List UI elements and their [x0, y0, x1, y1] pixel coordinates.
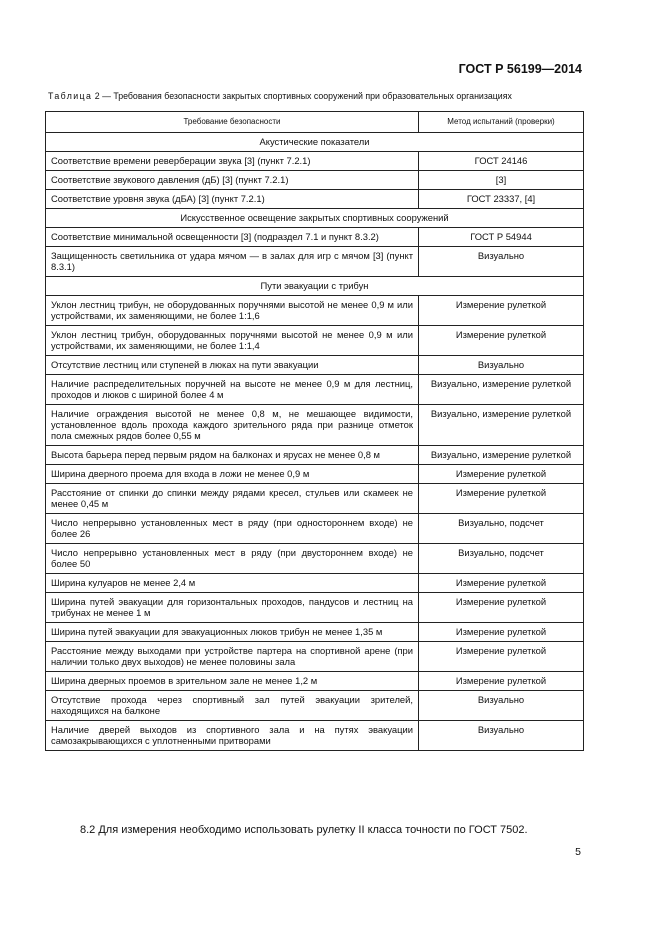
table-row: [46, 544, 584, 574]
requirement-cell: Число непрерывно установленных мест в ряду (при двустороннем входе) не более 50: [46, 544, 419, 574]
method-cell: ГОСТ 23337, [4]: [419, 190, 584, 209]
requirement-cell: Уклон лестниц трибун, не оборудованных поручнями высотой не менее 0,9 м или устройствами, их заменяющими, не более 1:1,6: [46, 296, 419, 326]
table-row: [46, 672, 584, 691]
method-cell: Измерение рулеткой: [419, 672, 584, 691]
table-row: [46, 514, 584, 544]
table-row: [46, 356, 584, 375]
table-row: [46, 247, 584, 277]
requirement-cell: Ширина путей эвакуации для эвакуационных люков трибун не менее 1,35 м: [46, 623, 419, 642]
table-row: [46, 446, 584, 465]
requirement-cell: Ширина дверных проемов в зрительном зале не менее 1,2 м: [46, 672, 419, 691]
table-row: [46, 405, 584, 446]
column-header-method: Метод испытаний (проверки): [419, 112, 584, 133]
table-section-row: [46, 277, 584, 296]
method-cell: Визуально: [419, 721, 584, 751]
method-cell: Измерение рулеткой: [419, 465, 584, 484]
requirement-cell: Ширина дверного проема для входа в ложи не менее 0,9 м: [46, 465, 419, 484]
method-cell: Измерение рулеткой: [419, 326, 584, 356]
section-title: Пути эвакуации с трибун: [46, 277, 584, 296]
requirement-cell: Ширина путей эвакуации для горизонтальных проходов, пандусов и лестниц на трибунах не менее 1 м: [46, 593, 419, 623]
table-row: [46, 691, 584, 721]
requirement-cell: Расстояние между выходами при устройстве партера на спортивной арене (при наличии только двух выходов) не менее половины зала: [46, 642, 419, 672]
table-row: [46, 484, 584, 514]
requirement-cell: Высота барьера перед первым рядом на балконах и ярусах не менее 0,8 м: [46, 446, 419, 465]
table-row: [46, 465, 584, 484]
method-cell: Измерение рулеткой: [419, 623, 584, 642]
method-cell: Измерение рулеткой: [419, 296, 584, 326]
table-caption-text: 2 — Требования безопасности закрытых спортивных сооружений при образовательных организациях: [92, 91, 512, 101]
paragraph-8-2: 8.2 Для измерения необходимо использовать рулетку II класса точности по ГОСТ 7502.: [80, 824, 528, 836]
requirements-table: [45, 111, 584, 751]
table-row: [46, 642, 584, 672]
method-cell: ГОСТ 24146: [419, 152, 584, 171]
requirement-cell: Отсутствие лестниц или ступеней в люках на пути эвакуации: [46, 356, 419, 375]
page-number: 5: [575, 846, 581, 858]
method-cell: Измерение рулеткой: [419, 642, 584, 672]
table-row: [46, 152, 584, 171]
requirement-cell: Отсутствие прохода через спортивный зал путей эвакуации зрителей, находящихся на балконе: [46, 691, 419, 721]
requirement-cell: Соответствие уровня звука (дБА) [3] (пункт 7.2.1): [46, 190, 419, 209]
table-row: [46, 574, 584, 593]
table-row: [46, 623, 584, 642]
requirement-cell: Наличие распределительных поручней на высоте не менее 0,9 м для лестниц, проходов и люков с шириной более 4 м: [46, 375, 419, 405]
table-section-row: [46, 133, 584, 152]
table-caption: [48, 91, 588, 101]
requirement-cell: Уклон лестниц трибун, оборудованных поручнями высотой не менее 0,9 м или устройствами, их заменяющими, не более 1:1,4: [46, 326, 419, 356]
method-cell: Визуально: [419, 356, 584, 375]
table-caption-label: Таблица: [48, 91, 93, 101]
method-cell: Визуально, измерение рулеткой: [419, 375, 584, 405]
table-row: [46, 375, 584, 405]
requirement-cell: Наличие ограждения высотой не менее 0,8 м, не мешающее видимости, установленное вдоль прохода каждого зрительного ряда при разнице отметок пола смежных рядов более 0,55 м: [46, 405, 419, 446]
document-code: ГОСТ Р 56199—2014: [458, 62, 582, 76]
column-header-requirement: Требование безопасности: [46, 112, 419, 133]
method-cell: Визуально: [419, 691, 584, 721]
table-row: [46, 228, 584, 247]
method-cell: Визуально, измерение рулеткой: [419, 405, 584, 446]
table-row: [46, 190, 584, 209]
requirement-cell: Соответствие минимальной освещенности [3] (подраздел 7.1 и пункт 8.3.2): [46, 228, 419, 247]
section-title: Акустические показатели: [46, 133, 584, 152]
table-row: [46, 593, 584, 623]
method-cell: Визуально, измерение рулеткой: [419, 446, 584, 465]
method-cell: ГОСТ Р 54944: [419, 228, 584, 247]
table-row: [46, 326, 584, 356]
method-cell: Измерение рулеткой: [419, 484, 584, 514]
method-cell: [3]: [419, 171, 584, 190]
table-row: [46, 296, 584, 326]
method-cell: Измерение рулеткой: [419, 574, 584, 593]
method-cell: Визуально, подсчет: [419, 544, 584, 574]
requirement-cell: Защищенность светильника от удара мячом — в залах для игр с мячом [3] (пункт 8.3.1): [46, 247, 419, 277]
requirement-cell: Ширина кулуаров не менее 2,4 м: [46, 574, 419, 593]
section-title: Искусственное освещение закрытых спортивных сооружений: [46, 209, 584, 228]
requirement-cell: Соответствие времени реверберации звука [3] (пункт 7.2.1): [46, 152, 419, 171]
table-row: [46, 721, 584, 751]
table-body: [46, 133, 584, 751]
requirement-cell: Число непрерывно установленных мест в ряду (при одностороннем входе) не более 26: [46, 514, 419, 544]
method-cell: Измерение рулеткой: [419, 593, 584, 623]
requirement-cell: Расстояние от спинки до спинки между рядами кресел, стульев или скамеек не менее 0,45 м: [46, 484, 419, 514]
table-section-row: [46, 209, 584, 228]
method-cell: Визуально: [419, 247, 584, 277]
requirement-cell: Наличие дверей выходов из спортивного зала и на путях эвакуации самозакрывающихся с уплотненными притворами: [46, 721, 419, 751]
table-row: [46, 171, 584, 190]
requirement-cell: Соответствие звукового давления (дБ) [3] (пункт 7.2.1): [46, 171, 419, 190]
table-header-row: [46, 112, 584, 133]
method-cell: Визуально, подсчет: [419, 514, 584, 544]
